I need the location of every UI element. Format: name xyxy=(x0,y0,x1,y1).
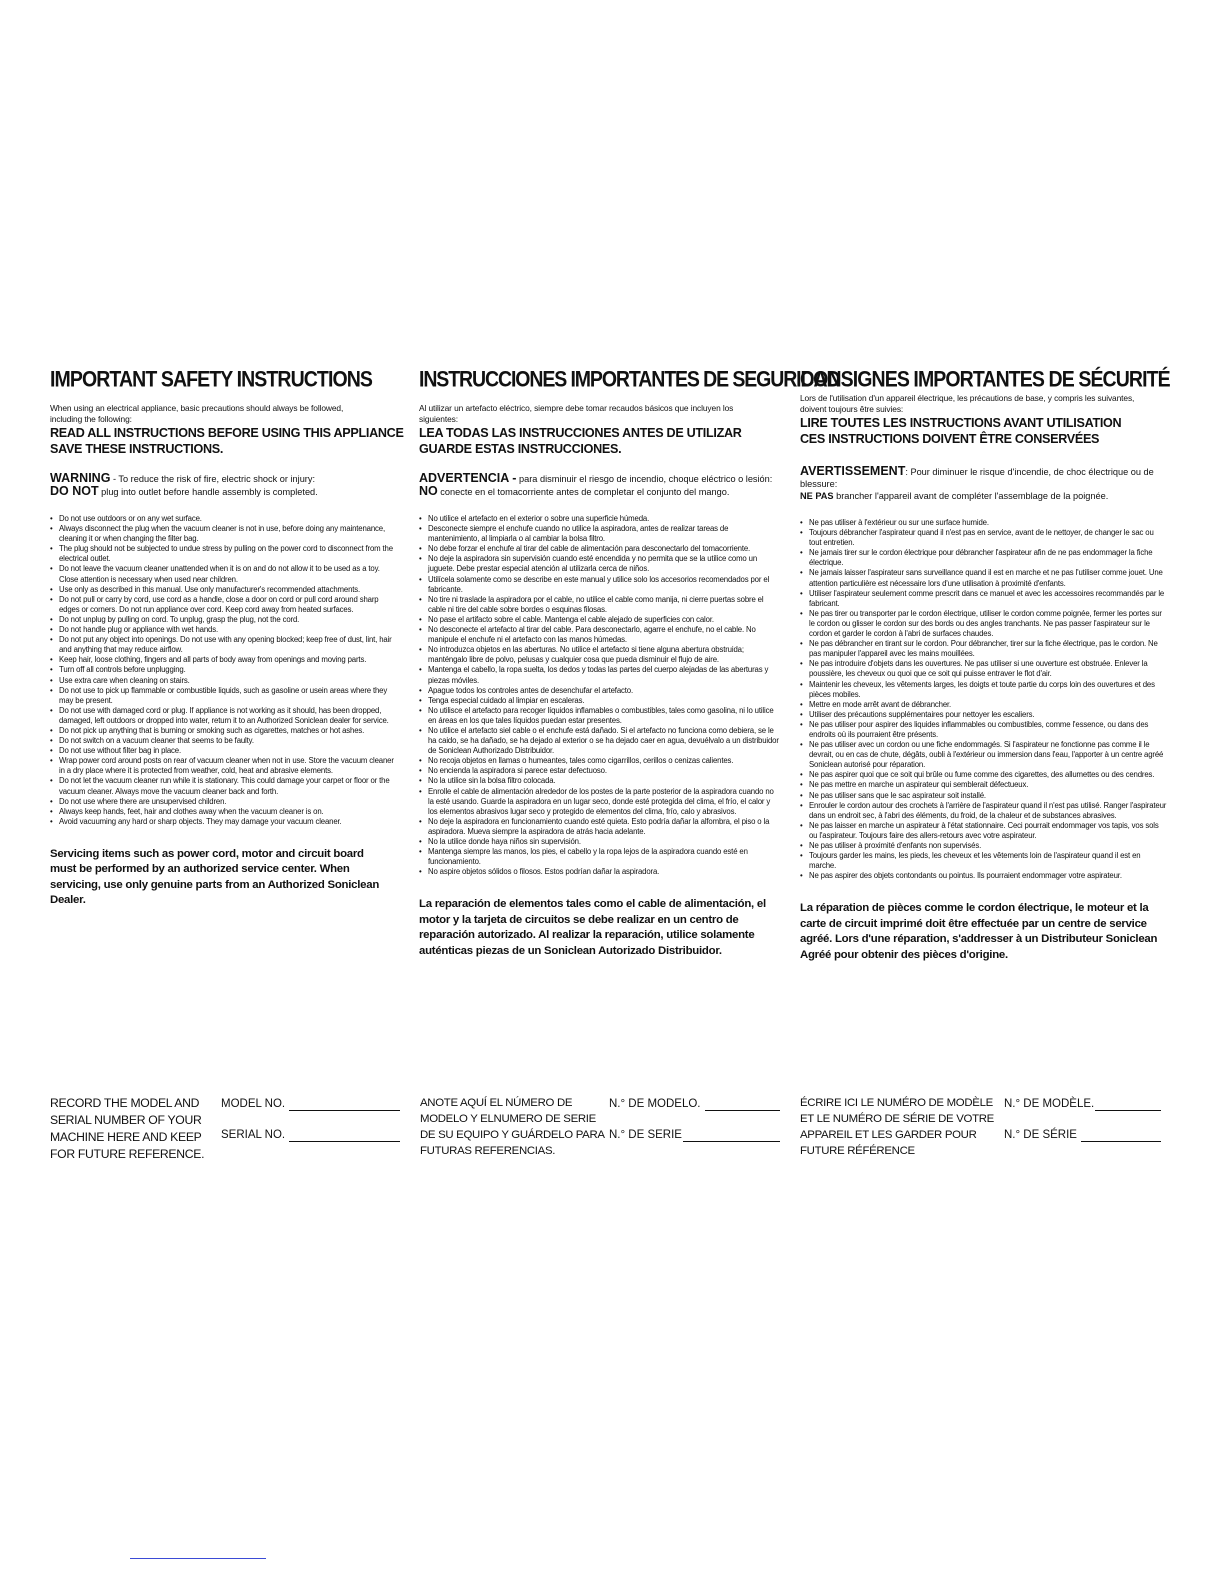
list-item: • The plug should not be subjected to undue stress by pulling on the power cord to disconnect from the electrical outlet. xyxy=(50,544,400,564)
list-item: • Ne pas utiliser à proximité d'enfants non supervisés. xyxy=(800,841,1168,851)
list-item: • Mantenga siempre las manos, los pies, el cabello y la ropa lejos de la aspiradora cuando esté en funcionamiento. xyxy=(419,847,781,867)
list-item: • Ne jamais tirer sur le cordon électrique pour débrancher l'aspirateur afin de ne pas endommager la fiche électrique. xyxy=(800,548,1168,568)
list-item: • Do not pick up anything that is burning or smoking such as cigarettes, matches or hot ashes. xyxy=(50,726,400,736)
french-record-text: ÉCRIRE ICI LE NUMÉRO DE MODÈLE ET LE NUMÉRO DE SÉRIE DE VOTRE APPAREIL ET LES GARDER POUR FUTURE RÉFÉRENCE xyxy=(800,1097,994,1157)
english-read-all: READ ALL INSTRUCTIONS BEFORE USING THIS APPLIANCE xyxy=(50,426,404,440)
english-warning-text: - To reduce the risk of fire, electric shock or injury: xyxy=(110,474,316,484)
list-item: • Utiliser l'aspirateur seulement comme prescrit dans ce manuel et avec les accessoires recommandés par le fabricant. xyxy=(800,589,1168,609)
french-column xyxy=(800,368,1168,963)
footer-divider xyxy=(130,1558,266,1559)
french-do-not-text: brancher l'appareil avant de compléter l'assemblage de la poignée. xyxy=(833,491,1109,501)
list-item: • Ne pas laisser en marche un aspirateur à l'état stationnaire. Ceci pourrait endommager vos tapis, vos sols ou l'aspirateur. Toujours faire des allers-retours avec votre aspirateur. xyxy=(800,821,1168,841)
list-item: • No deje la aspiradora sin supervisión cuando esté encendida y no permita que se la utilice como un juguete. Debe prestar especial atención al utilizarla cerca de niños. xyxy=(419,554,781,574)
spanish-safety-list xyxy=(419,514,781,877)
list-item: • Do not handle plug or appliance with wet hands. xyxy=(50,625,400,635)
french-do-not-label: NE PAS xyxy=(800,491,834,501)
list-item: • Do not use with damaged cord or plug. If appliance is not working as it should, has been dropped, damaged, left outdoors or dropped into water, return it to an Authorized Soniclean dealer for service. xyxy=(50,706,400,726)
list-item: • No la utilice donde haya niños sin supervisión. xyxy=(419,837,781,847)
english-title: IMPORTANT SAFETY INSTRUCTIONS xyxy=(50,366,373,393)
english-model-label: MODEL NO. xyxy=(221,1098,286,1110)
list-item: • Ne pas aspirer des objets contondants ou pointus. Ils pourraient endommager votre aspirateur. xyxy=(800,871,1168,881)
list-item: • Ne pas mettre en marche un aspirateur qui semblerait défectueux. xyxy=(800,780,1168,790)
list-item: • No pase el artifacto sobre el cable. Mantenga el cable alejado de superficies con calor. xyxy=(419,615,781,625)
english-save: SAVE THESE INSTRUCTIONS. xyxy=(50,442,224,456)
list-item: • Turn off all controls before unplugging. xyxy=(50,665,400,675)
list-item: • No tire ni traslade la aspiradora por el cable, no utilice el cable como manija, ni cierre puertas sobre el cable ni tire del cable sobre bordes o esquinas filosas. xyxy=(419,595,781,615)
list-item: • Avoid vacuuming any hard or sharp objects. They may damage your vacuum cleaner. xyxy=(50,817,400,827)
french-model-line xyxy=(1095,1110,1161,1111)
list-item: • Mantenga el cabello, la ropa suelta, los dedos y todas las partes del cuerpo alejadas de las aberturas y piezas móviles. xyxy=(419,665,781,685)
list-item: • Do not switch on a vacuum cleaner that seems to be faulty. xyxy=(50,736,400,746)
list-item: • No deje la aspiradora en funcionamiento cuando esté quieta. Esto podría dañar la alfombra, el piso o la aspiradora. Mueva siempre la aspiradora de atrás hacia adelante. xyxy=(419,817,781,837)
list-item: • Do not use outdoors or on any wet surface. xyxy=(50,514,400,524)
list-item: • No la utilice sin la bolsa filtro colocada. xyxy=(419,776,781,786)
french-save: CES INSTRUCTIONS DOIVENT ÊTRE CONSERVÉES xyxy=(800,432,1100,446)
list-item: • Ne pas utiliser avec un cordon ou une fiche endommagés. Si l'aspirateur ne fonctionne pas comme il le devrait, ou en cas de chute, dégâts, oubli à l'extérieur ou immersion dans l'eau, l'apporter à un centre agréé Soniclean autorisé pour réparation. xyxy=(800,740,1168,770)
list-item: • Toujours garder les mains, les pieds, les cheveux et les vêtements loin de l'aspirateur quand il est en marche. xyxy=(800,851,1168,871)
spanish-model-line xyxy=(705,1110,780,1111)
english-intro: When using an electrical appliance, basic precautions should always be followed, including the following: xyxy=(50,403,344,424)
list-item: • Do not pull or carry by cord, use cord as a handle, close a door on cord or pull cord around sharp edges or corners. Do not run appliance over cord. Keep cord away from heated surfaces. xyxy=(50,595,400,615)
list-item: • Toujours débrancher l'aspirateur quand il n'est pas en service, avant de le nettoyer, de changer le sac ou tout entretien. xyxy=(800,528,1168,548)
list-item: • Ne pas débrancher en tirant sur le cordon. Pour débrancher, tirer sur la fiche électrique, pas le cordon. Ne pas manipuler l'appareil avec les mains mouillées. xyxy=(800,639,1168,659)
french-serial-line xyxy=(1081,1141,1161,1142)
list-item: • Do not use to pick up flammable or combustible liquids, such as gasoline or usein areas where they may be present. xyxy=(50,686,400,706)
list-item: • Ne jamais laisser l'aspirateur sans surveillance quand il est en marche et ne pas l'utiliser comme jouet. Une attention particulière est nécessaire lors d'une utilisation à proximité d'enfants. xyxy=(800,568,1168,588)
list-item: • No debe forzar el enchufe al tirar del cable de alimentación para desconectarlo del tomacorriente. xyxy=(419,544,781,554)
list-item: • Do not leave the vacuum cleaner unattended when it is on and do not allow it to be used as a toy. Close attention is necessary when used near children. xyxy=(50,564,400,584)
list-item: • No desconecte el artefacto al tirar del cable. Para desconectarlo, agarre el enchufe, no el cable. No manipule el enchufe ni el artefacto con las manos húmedas. xyxy=(419,625,781,645)
list-item: • Utilícela solamente como se describe en este manual y utilice solo los accesorios recomendados por el fabricante. xyxy=(419,575,781,595)
english-serial-label: SERIAL NO. xyxy=(221,1129,286,1141)
list-item: • No encienda la aspiradora si parece estar defectuoso. xyxy=(419,766,781,776)
spanish-do-not-label: NO xyxy=(419,484,438,498)
list-item: • Enrolle el cable de alimentación alrededor de los postes de la parte posterior de la aspiradora cuando no la esté usando. Guarde la aspiradora en un lugar seco, donde esté protegida del clima, el frío, el calor y los elementos abrasivos lugar seco y protegido de elementos del clima, frío, calo y abrasivos. xyxy=(419,787,781,817)
french-model-label: N.° DE MODÈLE. xyxy=(1004,1098,1095,1110)
english-column xyxy=(50,366,404,909)
list-item: • No utilisce el artefacto para recoger líquidos inflamables o combustibles, tales como gasolina, ni lo utilice en áreas en los que tales líquidos puedan estar presentes. xyxy=(419,706,781,726)
french-intro: Lors de l'utilisation d'un appareil électrique, les précautions de base, y compris les suivantes, doivent toujours être suivies: xyxy=(800,393,1135,414)
english-safety-list xyxy=(50,514,400,827)
spanish-model-label: N.° DE MODELO. xyxy=(609,1098,701,1110)
english-serial-line xyxy=(289,1141,400,1142)
spanish-serial-line xyxy=(683,1141,780,1142)
spanish-service-note: La reparación de elementos tales como el cable de alimentación, el motor y la tarjeta de circuitos se debe realizar en un centro de reparación autorizado. Al realizar la reparación, utilice solamente auténticas piezas de un Soniclean Autorizado Distribuidor. xyxy=(419,898,766,957)
list-item: • Mettre en mode arrêt avant de débrancher. xyxy=(800,700,1168,710)
spanish-intro: Al utilizar un artefacto eléctrico, siempre debe tomar recaudos básicos que incluyen los siguientes: xyxy=(419,403,734,424)
french-warning xyxy=(800,465,1168,502)
list-item: • Keep hair, loose clothing, fingers and all parts of body away from openings and moving parts. xyxy=(50,655,400,665)
spanish-record-text: ANOTE AQUÍ EL NÚMERO DE MODELO Y ELNUMERO DE SERIE DE SU EQUIPO Y GUÁRDELO PARA FUTURAS REFERENCIAS. xyxy=(420,1097,605,1157)
list-item: • Do not use where there are unsupervised children. xyxy=(50,797,400,807)
english-model-line xyxy=(289,1110,400,1111)
french-service-note: La réparation de pièces comme le cordon électrique, le moteur et la carte de circuit imprimé doit être effectuée par un centre de service agréé. Lors d'une réparation, s'addresser à un Distributeur Soniclean Agréé pour obtenir des pièces d'origine. xyxy=(800,902,1158,961)
english-record-text: RECORD THE MODEL AND SERIAL NUMBER OF YOUR MACHINE HERE AND KEEP FOR FUTURE REFERENCE. xyxy=(50,1096,205,1161)
list-item: • No utilice el artefacto en el exterior o sobre una superficie húmeda. xyxy=(419,514,781,524)
list-item: • Always disconnect the plug when the vacuum cleaner is not in use, before doing any maintenance, cleaning it or when changing the filter bag. xyxy=(50,524,400,544)
list-item: • Ne pas utiliser sans que le sac aspirateur soit installé. xyxy=(800,791,1168,801)
list-item: • Ne pas utiliser pour aspirer des liquides inflammables ou combustibles, comme l'essence, ou dans des endroits où ils pourraient être présents. xyxy=(800,720,1168,740)
english-warning-label: WARNING xyxy=(50,471,111,485)
list-item: • Use only as described in this manual. Use only manufacturer's recommended attachments. xyxy=(50,585,400,595)
french-title: CONSIGNES IMPORTANTES DE SÉCURITÉ xyxy=(800,366,1170,393)
list-item: • Apague todos los controles antes de desenchufar el artefacto. xyxy=(419,686,781,696)
list-item: • No aspire objetos sólidos o filosos. Estos podrían dañar la aspiradora. xyxy=(419,867,781,877)
list-item: • Wrap power cord around posts on rear of vacuum cleaner when not in use. Store the vacuum cleaner in a dry place where it is protected from weather, cold, heat and abrasive elements. xyxy=(50,756,400,776)
spanish-warning-label: ADVERTENCIA - xyxy=(419,471,517,485)
list-item: • Desconecte siempre el enchufe cuando no utilice la aspiradora, antes de realizar tareas de mantenimiento, al limpiarla o al cambiar la bolsa filtro. xyxy=(419,524,781,544)
english-service-note: Servicing items such as power cord, motor and circuit board must be performed by an authorized service center. When servicing, use only genuine parts from an Authorized Soniclean Dealer. xyxy=(50,847,380,907)
english-do-not-text: plug into outlet before handle assembly is completed. xyxy=(98,487,318,497)
french-safety-list xyxy=(800,518,1168,881)
spanish-warning xyxy=(419,472,781,498)
list-item: • Do not put any object into openings. Do not use with any opening blocked; keep free of dust, lint, hair and anything that may reduce airflow. xyxy=(50,635,400,655)
spanish-do-not-text: conecte en el tomacorriente antes de completar el conjunto del mango. xyxy=(437,487,730,497)
french-serial-label: N.° DE SÉRIE xyxy=(1004,1129,1077,1141)
list-item: • Do not use without filter bag in place. xyxy=(50,746,400,756)
list-item: • Ne pas utiliser à l'extérieur ou sur une surface humide. xyxy=(800,518,1168,528)
french-warning-label: AVERTISSEMENT xyxy=(800,464,906,478)
french-read-all: LIRE TOUTES LES INSTRUCTIONS AVANT UTILISATION xyxy=(800,416,1122,430)
french-warning-text: : Pour diminuer le risque d'incendie, de choc électrique ou de blessure: xyxy=(800,467,1154,489)
spanish-title: INSTRUCCIONES IMPORTANTES DE SEGURIDAD xyxy=(419,366,840,393)
list-item: • Tenga especial cuidado al limpiar en escaleras. xyxy=(419,696,781,706)
list-item: • No introduzca objetos en las aberturas. No utilice el artefacto si tiene alguna abertura obstruida; manténgalo libre de polvo, pelusas y cualquier cosa que pueda disminuir el flujo de aire. xyxy=(419,645,781,665)
list-item: • Do not unplug by pulling on cord. To unplug, grasp the plug, not the cord. xyxy=(50,615,400,625)
list-item: • Always keep hands, feet, hair and clothes away when the vacuum cleaner is on. xyxy=(50,807,400,817)
list-item: • Enrouler le cordon autour des crochets à l'arrière de l'aspirateur quand il n'est pas utilisé. Ranger l'aspirateur dans un endroit sec, à l'abri des éléments, du froid, de la chaleur et de substances abrasives. xyxy=(800,801,1168,821)
list-item: • No utilice el artefacto siel cable o el enchufe está dañado. Si el artefacto no funciona como debiera, se le ha caido, se ha dañado, se ha dejado al exterior o se ha dejado caer en agua, devuélvalo a un distribuidor de Soniclean Authorizado Distribuidor. xyxy=(419,726,781,756)
list-item: • Do not let the vacuum cleaner run while it is stationary. This could damage your carpet or floor or the vacuum cleaner. Always move the vacuum cleaner back and forth. xyxy=(50,776,400,796)
english-do-not-label: DO NOT xyxy=(50,484,99,498)
list-item: • Maintenir les cheveux, les vêtements larges, les doigts et toute partie du corps loin des ouvertures et des pièces mobiles. xyxy=(800,680,1168,700)
list-item: • No recoja objetos en llamas o humeantes, tales como cigarrillos, cerillos o cenizas calientes. xyxy=(419,756,781,766)
spanish-warning-text: para disminuir el riesgo de incendio, choque eléctrico o lesión: xyxy=(516,474,773,484)
list-item: • Use extra care when cleaning on stairs. xyxy=(50,676,400,686)
spanish-read-all: LEA TODAS LAS INSTRUCCIONES ANTES DE UTILIZAR xyxy=(419,426,742,440)
english-warning xyxy=(50,472,400,498)
list-item: • Ne pas tirer ou transporter par le cordon électrique, utiliser le cordon comme poignée, fermer les portes sur le cordon ou glisser le cordon sur des bords ou des angles tranchants. Ne pas passer l'aspirateur sur le cordon et garder le cordon à l'abri de surfaces chaudes. xyxy=(800,609,1168,639)
list-item: • Ne pas introduire d'objets dans les ouvertures. Ne pas utiliser si une ouverture est obstruée. Enlever la poussière, les cheveux ou quoi que ce soit qui puisse entraver le flot d'air. xyxy=(800,659,1168,679)
list-item: • Ne pas aspirer quoi que ce soit qui brûle ou fume comme des cigarettes, des allumettes ou des cendres. xyxy=(800,770,1168,780)
spanish-serial-label: N.° DE SERIE xyxy=(609,1129,682,1141)
list-item: • Utiliser des précautions supplémentaires pour nettoyer les escaliers. xyxy=(800,710,1168,720)
spanish-save: GUARDE ESTAS INSTRUCCIONES. xyxy=(419,442,622,456)
